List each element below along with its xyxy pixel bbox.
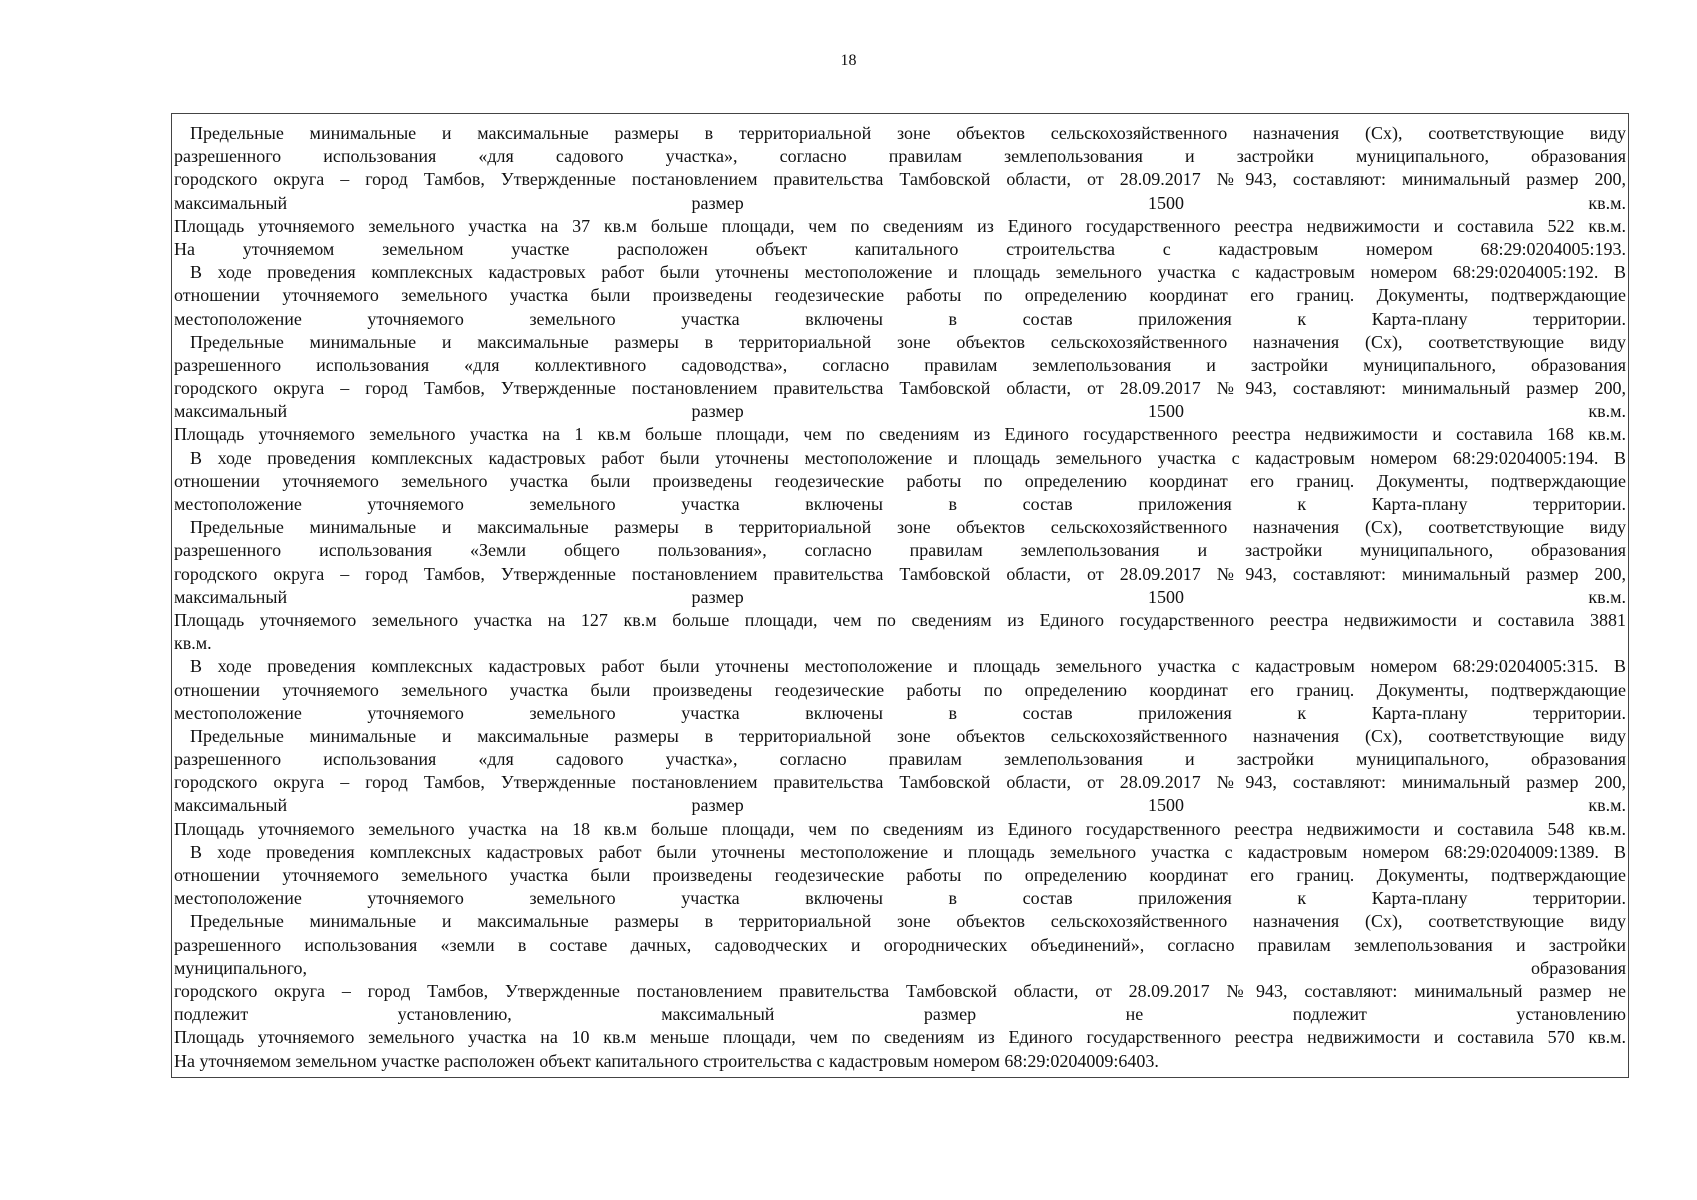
text-line: разрешенного использования «для коллективного садоводства», согласно правилам землепользования и застройки муниципального, образования (174, 354, 1626, 375)
text-line: максимальный размер 1500 кв.м. (174, 401, 1626, 422)
text-line: Предельные минимальные и максимальные размеры в территориальной зоне объектов сельскохозяйственного назначения (Сх), соответствующие виду (190, 517, 1626, 538)
document-text-frame (171, 113, 1629, 1078)
text-line: В ходе проведения комплексных кадастровых работ были уточнены местоположение и площадь земельного участка с кадастровым номером 68:29:0204009:1389. В (190, 841, 1626, 862)
page-number: 18 (840, 52, 857, 69)
text-line: разрешенного использования «земли в составе дачных, садоводческих и огороднических объединений», согласно правилам землепользования и застройки (174, 934, 1626, 955)
text-line: разрешенного использования «Земли общего пользования», согласно правилам землепользования и застройки муниципального, образования (174, 540, 1626, 561)
text-line: городского округа – город Тамбов, Утвержденные постановлением правительства Тамбовской области, от 28.09.2017 №943, составляют: минимальный размер 200, (174, 772, 1626, 793)
text-line: максимальный размер 1500 кв.м. (174, 586, 1626, 607)
text-line: На уточняемом земельном участке расположен объект капитального строительства с кадастровым номером 68:29:0204005:193. (174, 238, 1626, 259)
text-line: городского округа – город Тамбов, Утвержденные постановлением правительства Тамбовской области, от 28.09.2017 №943, составляют: минимальный размер 200, (174, 563, 1626, 584)
text-line: отношении уточняемого земельного участка были произведены геодезические работы по определению координат его границ. Документы, подтверждающие (174, 285, 1626, 306)
text-line: Предельные минимальные и максимальные размеры в территориальной зоне объектов сельскохозяйственного назначения (Сх), соответствующие виду (190, 911, 1626, 932)
text-line: кв.м. (174, 633, 212, 654)
text-line: местоположение уточняемого земельного участка включены в состав приложения к Карта-плану территории. (174, 308, 1626, 329)
text-line: разрешенного использования «для садового участка», согласно правилам землепользования и застройки муниципального, образования (174, 749, 1626, 770)
text-line: Площадь уточняемого земельного участка на 37 кв.м больше площади, чем по сведениям из Единого государственного реестра недвижимости и составила 522 кв.м. (174, 215, 1626, 236)
text-line: максимальный размер 1500 кв.м. (174, 795, 1626, 816)
text-line: отношении уточняемого земельного участка были произведены геодезические работы по определению координат его границ. Документы, подтверждающие (174, 470, 1626, 491)
text-line: разрешенного использования «для садового участка», согласно правилам землепользования и застройки муниципального, образования (174, 146, 1626, 167)
text-line: местоположение уточняемого земельного участка включены в состав приложения к Карта-плану территории. (174, 888, 1626, 909)
text-line: местоположение уточняемого земельного участка включены в состав приложения к Карта-плану территории. (174, 494, 1626, 514)
text-line: максимальный размер 1500 кв.м. (174, 192, 1626, 213)
text-line: отношении уточняемого земельного участка были произведены геодезические работы по определению координат его границ. Документы, подтверждающие (174, 865, 1626, 885)
text-line: Площадь уточняемого земельного участка на 10 кв.м меньше площади, чем по сведениям из Единого государственного реестра недвижимости и составила 570 кв.м. (174, 1027, 1626, 1048)
text-line: Предельные минимальные и максимальные размеры в территориальной зоне объектов сельскохозяйственного назначения (Сх), соответствующие виду (190, 123, 1626, 143)
text-line: Предельные минимальные и максимальные размеры в территориальной зоне объектов сельскохозяйственного назначения (Сх), соответствующие виду (190, 725, 1626, 746)
text-line: В ходе проведения комплексных кадастровых работ были уточнены местоположение и площадь земельного участка с кадастровым номером 68:29:0204005:194. В (190, 447, 1626, 468)
text-line: муниципального, образования (174, 957, 1626, 978)
text-line: В ходе проведения комплексных кадастровых работ были уточнены местоположение и площадь земельного участка с кадастровым номером 68:29:0204005:315. В (190, 656, 1626, 677)
text-line: Площадь уточняемого земельного участка на 1 кв.м больше площади, чем по сведениям из Единого государственного реестра недвижимости и составила 168 кв.м. (174, 424, 1626, 445)
text-line: отношении уточняемого земельного участка были произведены геодезические работы по определению координат его границ. Документы, подтверждающие (174, 679, 1626, 700)
text-line: местоположение уточняемого земельного участка включены в состав приложения к Карта-плану территории. (174, 702, 1626, 723)
text-line: Площадь уточняемого земельного участка на 127 кв.м больше площади, чем по сведениям из Единого государственного реестра недвижимости и составила 3881 (174, 609, 1626, 630)
text-line: Площадь уточняемого земельного участка на 18 кв.м больше площади, чем по сведениям из Единого государственного реестра недвижимости и составила 548 кв.м. (174, 818, 1626, 839)
text-line: городского округа – город Тамбов, Утвержденные постановлением правительства Тамбовской области, от 28.09.2017 №943, составляют: минимальный размер 200, (174, 169, 1626, 190)
text-line: Предельные минимальные и максимальные размеры в территориальной зоне объектов сельскохозяйственного назначения (Сх), соответствующие виду (190, 331, 1626, 352)
text-line: подлежит установлению, максимальный размер не подлежит установлению (174, 1004, 1626, 1025)
text-line: городского округа – город Тамбов, Утвержденные постановлением правительства Тамбовской области, от 28.09.2017 №943, составляют: минимальный размер 200, (174, 378, 1626, 399)
text-line: В ходе проведения комплексных кадастровых работ были уточнены местоположение и площадь земельного участка с кадастровым номером 68:29:0204005:192. В (190, 262, 1626, 283)
text-line: городского округа – город Тамбов, Утвержденные постановлением правительства Тамбовской области, от 28.09.2017 №943, составляют: минимальный размер не (174, 980, 1626, 1001)
text-line: На уточняемом земельном участке расположен объект капитального строительства с кадастровым номером 68:29:0204009:6403. (174, 1050, 1159, 1071)
